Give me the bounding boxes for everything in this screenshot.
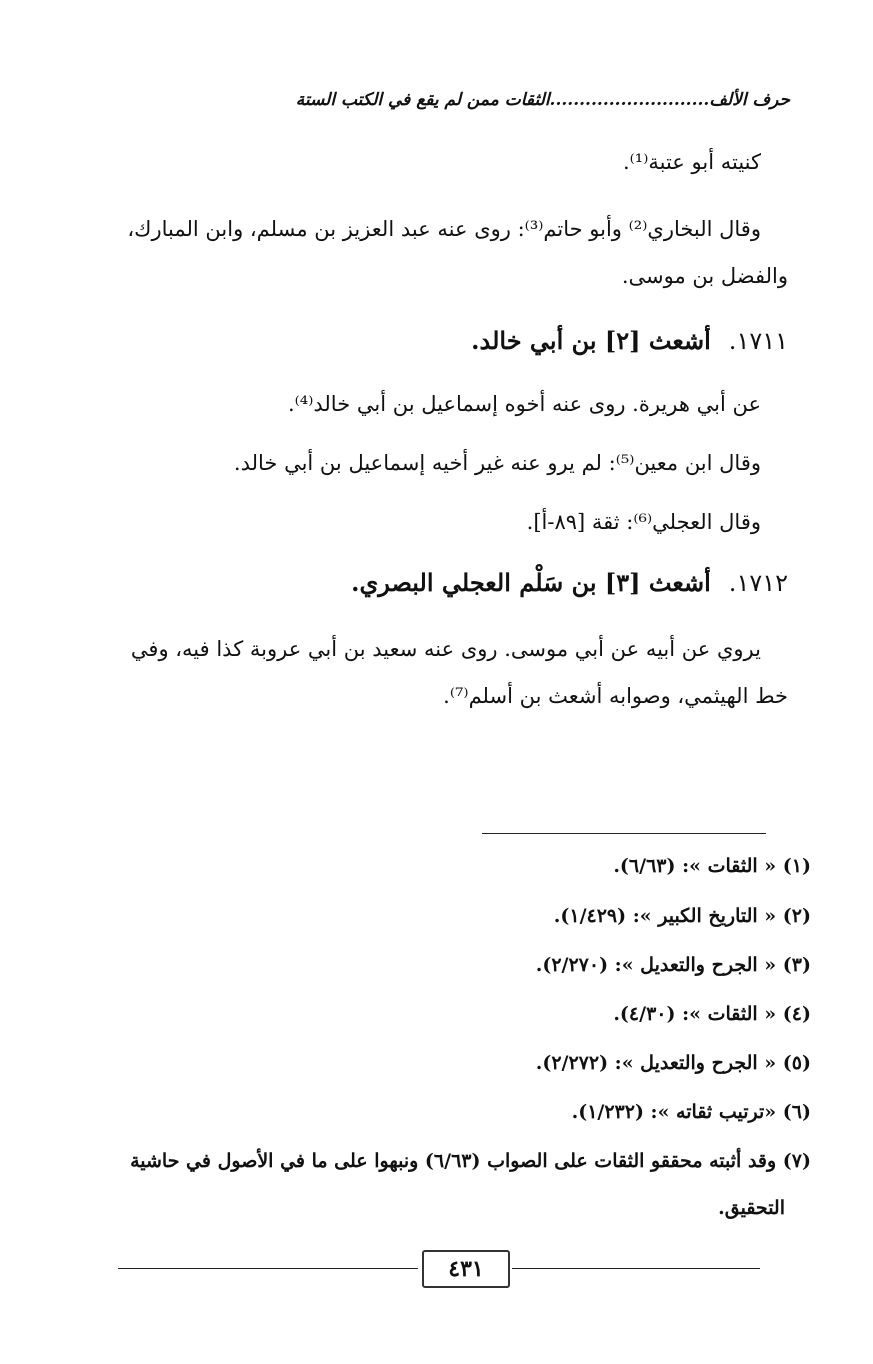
paragraph-line: خط الهيثمي، وصوابه أشعث بن أسلم⁽⁷⁾. [443, 684, 788, 708]
header-dots: ........................... [549, 90, 710, 110]
paragraph-line: والفضل بن موسى. [621, 264, 788, 288]
entry-number: ١٧١٢. [728, 569, 788, 597]
entry-heading-1711 [110, 326, 788, 355]
entry-heading-1712 [110, 568, 788, 597]
footnote-continuation: التحقيق. [718, 1197, 785, 1219]
entry-name: أشعث [٣] بن سَلْم العجلي البصري. [351, 568, 711, 597]
entry-number: ١٧١١. [728, 327, 788, 355]
footnote: (٥) « الجرح والتعديل »: (٢/٢٧٢). [535, 1052, 811, 1074]
footnote: (٧) وقد أثبته محققو الثقات على الصواب (٦/٦٣) ونبهوا على ما في الأصول في حاشية [130, 1150, 811, 1172]
footnote: (٦) «ترتيب ثقاته »: (١/٢٣٢). [571, 1101, 811, 1123]
footnote: (١) « الثقات »: (٦/٦٣). [613, 855, 811, 877]
footnote: (٤) « الثقات »: (٤/٣٠). [613, 1003, 811, 1025]
footnote: (٣) « الجرح والتعديل »: (٢/٢٧٠). [535, 954, 811, 976]
paragraph-line: وقال العجلي⁽⁶⁾: ثقة [٨٩-أ]. [526, 510, 761, 534]
paragraph-line: عن أبي هريرة. روى عنه أخوه إسماعيل بن أبي خالد⁽⁴⁾. [287, 392, 761, 416]
book-title: الثقات ممن لم يقع في الكتب الستة [295, 90, 550, 110]
footnote: (٢) « التاريخ الكبير »: (١/٤٢٩). [553, 905, 811, 927]
paragraph-line: وقال البخاري⁽²⁾ وأبو حاتم⁽³⁾: روى عنه عبد العزيز بن مسلم، وابن المبارك، [127, 217, 761, 241]
paragraph-line: يروي عن أبيه عن أبي موسى. روى عنه سعيد بن أبي عروبة كذا فيه، وفي [130, 637, 761, 661]
paragraph-line: وقال ابن معين⁽⁵⁾: لم يرو عنه غير أخيه إسماعيل بن أبي خالد. [233, 451, 761, 475]
footnote-divider [482, 833, 766, 834]
running-header [120, 90, 790, 110]
entry-name: أشعث [٢] بن أبي خالد. [471, 326, 711, 355]
footer-rule-left [118, 1268, 418, 1269]
chapter-title: حرف الألف [709, 90, 790, 110]
footer-rule-right [512, 1268, 760, 1269]
page-number: ٤٣١ [422, 1250, 510, 1288]
kunya-line: كنيته أبو عتبة⁽¹⁾. [622, 150, 761, 174]
